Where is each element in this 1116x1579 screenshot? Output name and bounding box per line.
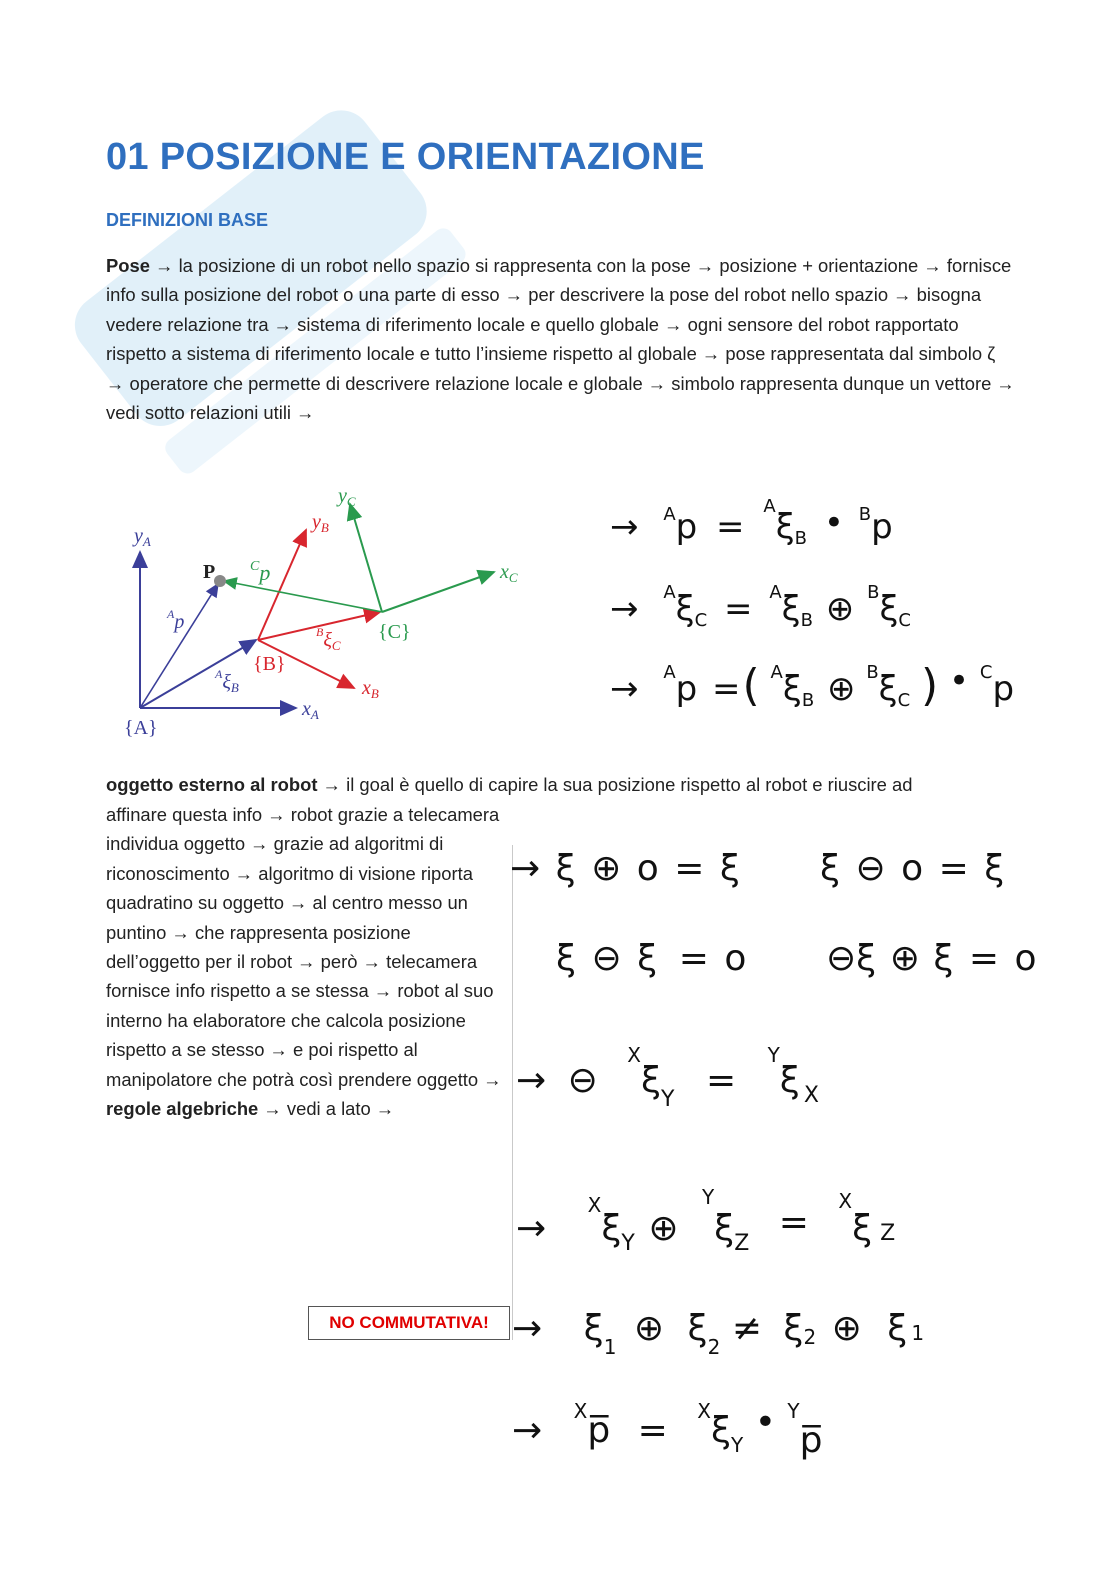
label-xb: $x_B$ [362,677,379,701]
rule-2a: ξ ⊖ ξ = o [556,938,747,979]
label-xc: $x_C$ [500,561,518,585]
label-frame-a: {A} [124,717,158,739]
label-cp: $^C$p [250,559,271,585]
rules-label: regole algebriche [106,1098,259,1120]
label-ap: $^A$p [167,607,185,633]
algebraic-rules-formulas [500,830,1060,1470]
rule-1b: ξ ⊖ o = ξ [820,848,1005,889]
pose-paragraph [106,251,1016,427]
object-term: oggetto esterno al robot [106,774,318,795]
object-body-text: affinare questa info → robot grazie a telecamera individua oggetto → grazie ad algoritmi di riconoscimento → algoritmo di visione riporta quadratino su oggetto → al centro messo un puntino → che rappresenta posizione dell’oggetto per il robot → però → telecamera fornisce info rispetto a se stessa → robot al suo interno ha elaboratore che calcola posizione rispetto a se stesso → e poi rispetto al manipolatore che potrà così prendere oggetto → [106,804,502,1090]
page-title: 01 POSIZIONE E ORIENTAZIONE [106,136,705,178]
pose-text: → la posizione di un robot nello spazio si rappresenta con la pose → posizione + orientazione → fornisce info sulla posizione del robot o una parte di esso → per descrivere la pose del robot nello spazio → bisogna vedere relazione tra → sistema di riferimento locale e quello globale → ogni sensore del robot rapportato rispetto a sistema di riferimento locale e tutto l’insieme rispetto al globale → pose rappresentata dal simbolo ζ → operatore che permette di descrivere relazione locale e globale → simbolo rappresenta dunque un vettore → vedi sotto relazioni utili → [106,255,1015,424]
vector-a-xi-b [140,640,256,708]
formula-2: → $^A$ξC = $^A$ξB ⊕ $^B$ξC [610,582,911,631]
rule-1a: → ξ ⊕ o = ξ [510,848,740,889]
label-point-p: P [203,561,216,583]
frame-b-y-axis [258,530,306,640]
label-yc: $y_C$ [338,485,356,509]
formula-3: → $^A$p =( $^A$ξB ⊕ $^B$ξC ) • $^C$p [610,660,1015,711]
pose-term: Pose [106,255,150,276]
label-ya: $y_A$ [134,525,151,549]
rule-3: → ⊖ $^X\xi_Y$ = $^Y$ξ $_X$ [516,1043,819,1112]
object-paragraph-body [106,800,506,1123]
label-frame-b: {B} [253,653,286,675]
object-paragraph-first-line [106,770,1026,799]
coordinate-frames-figure [110,480,550,750]
point-p-marker [214,575,226,587]
formula-1: → $^A$p = $^A$ξB • $^B$p [610,496,893,549]
vector-ap [140,584,218,708]
label-yb: $y_B$ [312,511,329,535]
rule-6: → $^X$p̅ = $^X\xi_Y$ • $^Y$p̅ [512,1399,823,1461]
vector-cp [224,581,382,612]
rule-2b: ⊖ξ ⊕ ξ = o [826,938,1037,979]
non-commutative-note: NO COMMUTATIVA! [308,1306,510,1340]
section-heading: DEFINIZIONI BASE [106,210,269,230]
rule-4: → $^X\xi_Y$ ⊕ $^Y\xi_Z$ = $^X$ξ Z [516,1185,896,1256]
pose-relations-formulas [600,478,1020,728]
frame-c-x-axis [382,572,494,612]
label-xa: $x_A$ [302,698,319,722]
label-a-xi-b: $^A\xi_B$ [215,667,239,695]
rule-5: → $\xi_1$ ⊕ $\xi_2$ ≠ ξ2 ⊕ ξ 1 [512,1308,925,1359]
object-body-tail: → vedi a lato → [258,1098,395,1120]
frame-c-y-axis [350,504,382,612]
label-b-xi-c: $^B\xi_C$ [316,625,341,653]
object-first-line-text: → il goal è quello di capire la sua posizione rispetto al robot e riuscire ad [317,774,913,795]
label-frame-c: {C} [378,621,411,643]
